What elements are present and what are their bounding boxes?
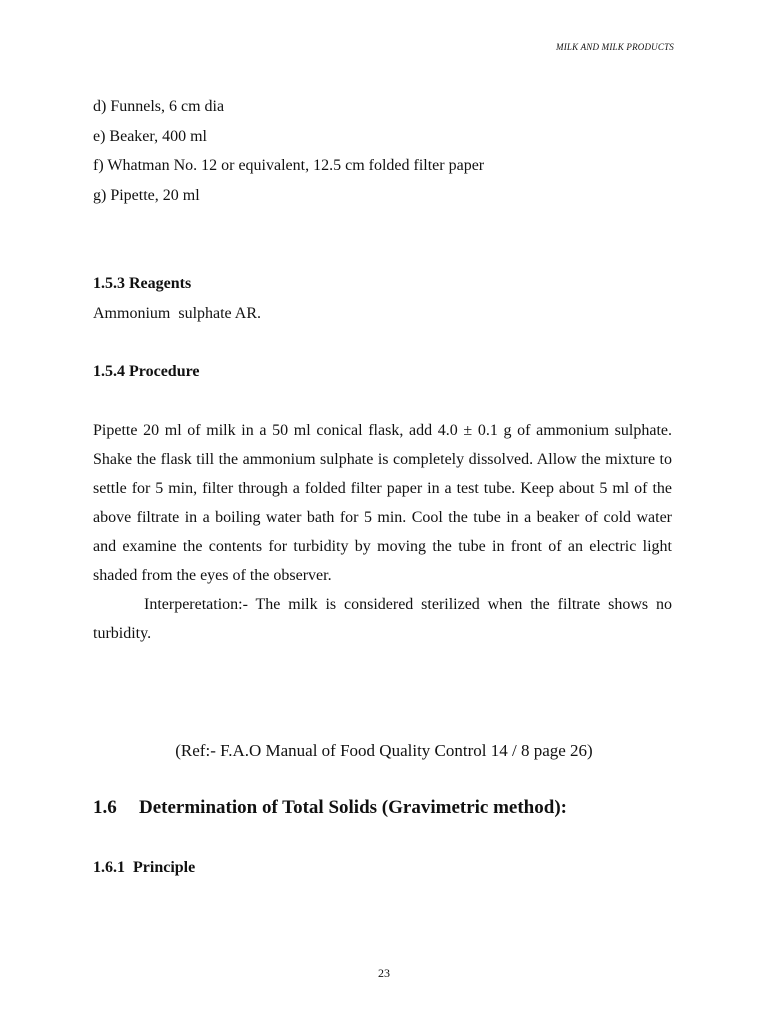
procedure-body [93,416,672,648]
reagents-heading: 1.5.3 Reagents [93,275,192,292]
procedure-heading: 1.5.4 Procedure [93,363,200,380]
section-title: Determination of Total Solids (Gravimetric method): [139,797,567,818]
section-heading [93,797,567,819]
interpretation-paragraph: Interperetation:- The milk is considered sterilized when the filtrate shows no turbidity. [93,596,672,642]
apparatus-item-e: e) Beaker, 400 ml [93,128,207,145]
running-header: MILK AND MILK PRODUCTS [556,42,674,52]
page-number: 23 [378,966,390,980]
section-number: 1.6 [93,797,117,818]
apparatus-item-d: d) Funnels, 6 cm dia [93,98,225,115]
reagents-text: Ammonium sulphate AR. [93,305,261,322]
apparatus-item-f: f) Whatman No. 12 or equivalent, 12.5 cm folded filter paper [93,157,485,174]
apparatus-item-g: g) Pipette, 20 ml [93,187,200,204]
reference-note: (Ref:- F.A.O Manual of Food Quality Control 14 / 8 page 26) [175,741,593,760]
subsection-heading: 1.6.1 Principle [93,859,196,876]
procedure-paragraph: Pipette 20 ml of milk in a 50 ml conical flask, add 4.0 ± 0.1 g of ammonium sulphate. Shake the flask till the ammonium sulphate is completely dissolved. Allow the mixture to settle for 5 min, filter through a folded filter paper in a test tube. Keep about 5 ml of the above filtrate in a boiling water bath for 5 min. Cool the tube in a beaker of cold water and examine the contents for turbidity by moving the tube in front of an electric light shaded from the eyes of the observer. [93,422,672,584]
